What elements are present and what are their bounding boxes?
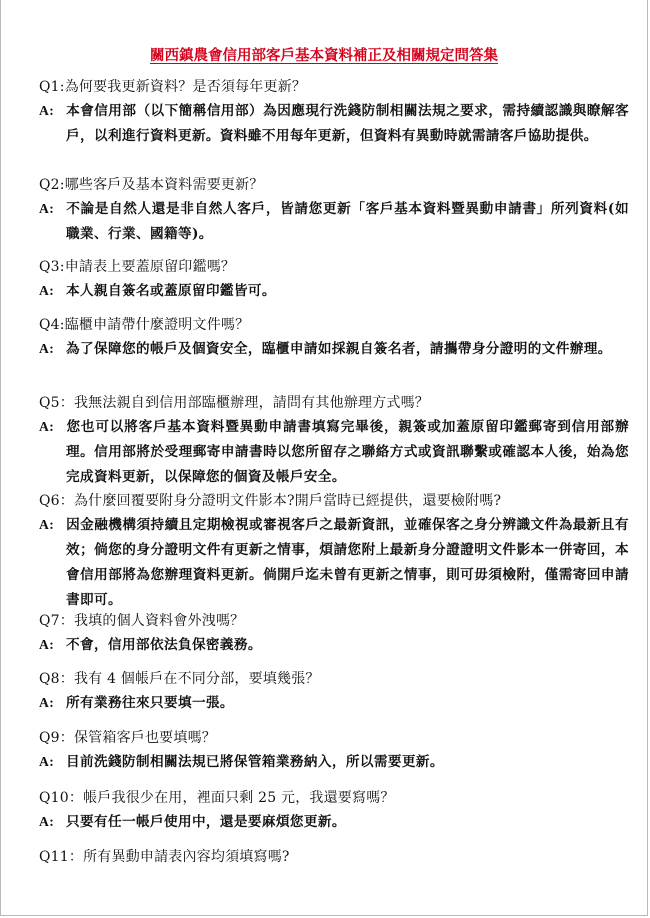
question: Q3:申請表上要蓋原留印鑑嗎？	[39, 259, 236, 275]
answer-label: A:	[39, 341, 55, 356]
qa-item-6	[39, 490, 629, 613]
answer-text: 本人親自簽名或蓋原留印鑑皆可。	[66, 283, 276, 299]
question: Q5：我無法親自到信用部臨櫃辦理，請問有其他辦理方式嗎？	[39, 395, 429, 411]
qa-item-5	[39, 392, 629, 490]
answer-text: 只要有任一帳戶使用中，還是要麻煩您更新。	[66, 814, 346, 830]
answer-text: 本會信用部（以下簡稱信用部）為因應現行洗錢防制相關法規之要求，需持續認識與瞭解客戶，以利進行資料更新。資料雖不用每年更新，但資料有異動時就需請客戶協助提供。	[66, 103, 629, 144]
question: Q6：為什麼回覆要附身分證明文件影本?開戶當時已經提供，還要檢附嗎?	[39, 493, 502, 509]
qa-item-11	[39, 846, 629, 868]
answer-label: A:	[39, 103, 55, 118]
answer-text: 不論是自然人還是非自然人客戶，皆請您更新「客戶基本資料暨異動申請書」所列資料(如職業、行業、國籍等)。	[66, 201, 629, 242]
document-title: 關西鎮農會信用部客戶基本資料補正及相關規定問答集	[150, 47, 498, 64]
answer	[39, 809, 629, 835]
qa-item-9	[39, 727, 629, 775]
answer-label: A:	[39, 754, 55, 769]
question: Q10：帳戶我很少在用，裡面只剩 25 元，我還要寫嗎？	[39, 790, 395, 806]
answer-label: A:	[39, 695, 55, 710]
answer	[39, 512, 629, 613]
question: Q2:哪些客戶及基本資料需要更新？	[39, 177, 264, 193]
answer	[39, 632, 629, 658]
question: Q9：保管箱客戶也要填嗎？	[39, 730, 216, 746]
question: Q4:臨櫃申請帶什麼證明文件嗎？	[39, 317, 250, 333]
qa-item-4	[39, 314, 629, 362]
answer-text: 因金融機構須持續且定期檢視或審視客戶之最新資訊，並確保客之身分辨識文件為最新且有效；倘您的身分證明文件有更新之情事，煩請您附上最新身分證證明文件影本一併寄回，本會信用部將為您辦理資料更新。倘開戶迄未曾有更新之情事，則可毋須檢附，僅需寄回申請書即可。	[66, 517, 629, 608]
question: Q1:為何要我更新資料？是否須每年更新？	[39, 79, 307, 95]
answer	[39, 414, 629, 490]
answer-text: 為了保障您的帳戶及個資安全，臨櫃申請如採親自簽名者，請攜帶身分證明的文件辦理。	[66, 341, 612, 357]
qa-item-2	[39, 174, 629, 247]
answer	[39, 196, 629, 247]
qa-item-8	[39, 668, 629, 716]
answer	[39, 278, 629, 304]
question: Q7：我填的個人資料會外洩嗎？	[39, 613, 245, 629]
answer-label: A:	[39, 419, 55, 434]
qa-item-1	[39, 76, 629, 149]
qa-item-7	[39, 610, 629, 658]
answer-text: 所有業務往來只要填一張。	[66, 695, 234, 711]
question: Q11：所有異動申請表內容均須填寫嗎?	[39, 849, 290, 865]
answer	[39, 336, 629, 362]
answer-label: A:	[39, 283, 55, 298]
answer	[39, 690, 629, 716]
qa-item-3	[39, 256, 629, 304]
answer-label: A:	[39, 637, 55, 652]
answer-text: 目前洗錢防制相關法規已將保管箱業務納入，所以需要更新。	[66, 754, 444, 770]
question: Q8：我有 4 個帳戶在不同分部，要填幾張？	[39, 671, 320, 687]
answer-label: A:	[39, 517, 55, 532]
answer-label: A:	[39, 814, 55, 829]
qa-item-10	[39, 787, 629, 835]
answer-text: 您也可以將客戶基本資料暨異動申請書填寫完畢後，親簽或加蓋原留印鑑郵寄到信用部辦理。信用部將於受理郵寄申請書時以您所留存之聯絡方式或資訊聯繫或確認本人後，始為您完成資料更新，以保障您的個資及帳戶安全。	[66, 419, 629, 485]
answer-label: A:	[39, 201, 55, 216]
answer-text: 不會，信用部依法負保密義務。	[66, 637, 262, 653]
answer	[39, 749, 629, 775]
answer	[39, 98, 629, 149]
